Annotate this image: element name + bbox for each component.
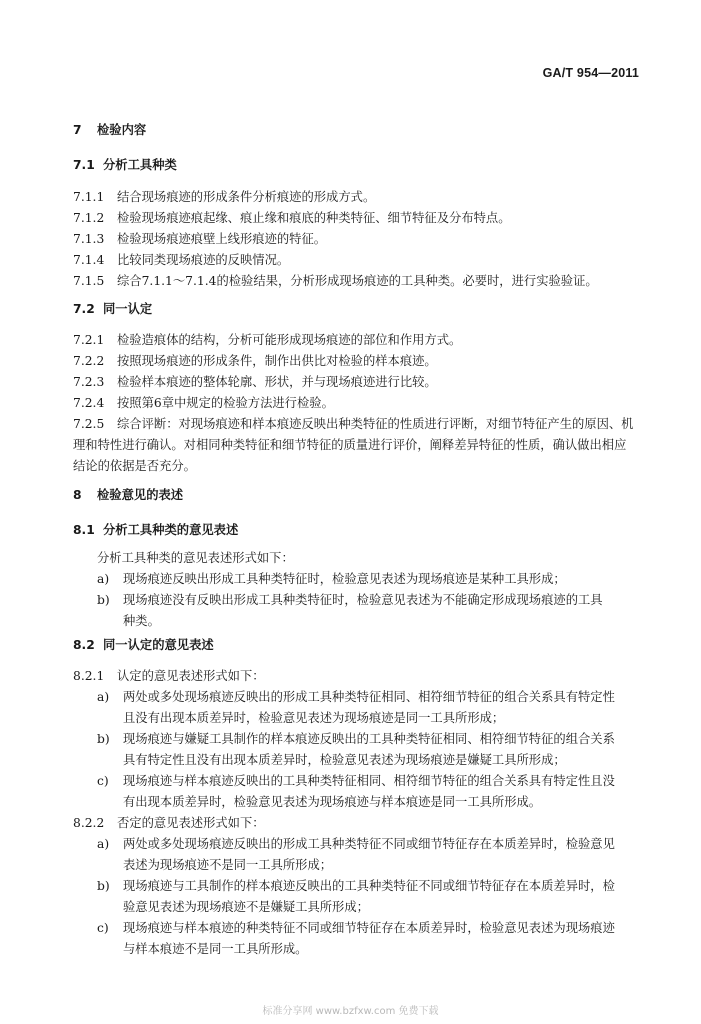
list-text: 现场痕迹反映出形成工具种类特征时，检验意见表述为现场痕迹是某种工具形成； [123,572,566,586]
section-title: 分析工具种类 [103,158,177,172]
list-item-b [97,730,615,748]
clause-text: 检验现场痕迹痕起缘、痕止缘和痕底的种类特征、细节特征及分布特点。 [117,211,511,225]
list-text-continuation: 有出现本质差异时，检验意见表述为现场痕迹与样本痕迹是同一工具所形成。 [123,795,542,809]
clause-number: 7.2.3 [73,375,105,389]
clause-7-1-1 [73,188,375,206]
clause-7-2-5 [73,415,633,433]
list-text: 现场痕迹没有反映出形成工具种类特征时，检验意见表述为不能确定形成现场痕迹的工具 [123,593,603,607]
clause-text: 综合评断：对现场痕迹和样本痕迹反映出种类特征的性质进行评断，对细节特征产生的原因、机 [117,417,634,431]
section-number: 8.2 [73,638,95,652]
clause-number: 7.2.1 [73,333,105,347]
clause-text: 比较同类现场痕迹的反映情况。 [117,253,290,267]
clause-continuation: 结论的依据是否充分。 [73,459,196,473]
clause-8-2-1 [73,667,265,685]
section-number: 7.1 [73,158,95,172]
clause-7-2-4 [73,394,334,412]
list-text-continuation: 且没有出现本质差异时，检验意见表述为现场痕迹是同一工具所形成； [123,711,505,725]
list-marker: c) [97,921,109,935]
list-text-continuation: 表述为现场痕迹不是同一工具所形成； [123,858,333,872]
section-8-1-heading [73,521,238,539]
clause-7-2-3 [73,373,437,391]
watermark-footer: 标准分享网 www.bzfxw.com 免费下载 [262,1006,439,1017]
list-text: 现场痕迹与样本痕迹的种类特征不同或细节特征存在本质差异时，检验意见表述为现场痕迹 [123,921,615,935]
section-number: 8.1 [73,523,95,537]
clause-text: 按照第6章中规定的检验方法进行检验。 [117,396,334,410]
clause-text: 检验造痕体的结构，分析可能形成现场痕迹的部位和作用方式。 [117,333,462,347]
list-marker: c) [97,774,109,788]
list-marker: a) [97,572,110,586]
clause-number: 7.1.5 [73,274,105,288]
clause-continuation: 理和特性进行确认。对相同种类特征和细节特征的质量进行评价，阐释差异特征的性质，确认做出相应 [73,438,627,452]
list-item-c [97,772,615,790]
clause-number: 7.1.2 [73,211,105,225]
list-text: 两处或多处现场痕迹反映出的形成工具种类特征不同或细节特征存在本质差异时，检验意见 [123,837,615,851]
section-number: 8 [73,488,82,502]
section-number: 7.2 [73,302,95,316]
list-text-continuation: 与样本痕迹不是同一工具所形成。 [123,942,308,956]
clause-text: 综合7.1.1～7.1.4的检验结果，分析形成现场痕迹的工具种类。必要时，进行实验验证。 [117,274,598,288]
clause-7-1-4 [73,251,289,269]
clause-number: 8.2.2 [73,816,105,830]
section-7-heading [73,121,146,139]
section-8-heading [73,486,183,504]
section-title: 检验意见的表述 [97,488,184,502]
list-item-a [97,570,566,588]
list-text: 两处或多处现场痕迹反映出的形成工具种类特征相同、相符细节特征的组合关系具有特定性 [123,690,615,704]
section-7-2-heading [73,300,152,318]
clause-text: 结合现场痕迹的形成条件分析痕迹的形成方式。 [117,190,376,204]
clause-number: 7.2.4 [73,396,105,410]
clause-number: 7.1.3 [73,232,105,246]
list-marker: b) [97,732,110,746]
list-item-b [97,877,615,895]
clause-text: 认定的意见表述形式如下： [117,669,265,683]
list-marker: a) [97,690,110,704]
clause-number: 8.2.1 [73,669,105,683]
clause-text: 检验样本痕迹的整体轮廓、形状，并与现场痕迹进行比较。 [117,375,437,389]
clause-text: 按照现场痕迹的形成条件，制作出供比对检验的样本痕迹。 [117,354,437,368]
list-text: 现场痕迹与样本痕迹反映出的工具种类特征相同、相符细节特征的组合关系具有特定性且没 [123,774,615,788]
section-title: 同一认定的意见表述 [103,638,214,652]
list-marker: a) [97,837,110,851]
section-number: 7 [73,123,82,137]
list-text: 现场痕迹与工具制作的样本痕迹反映出的工具种类特征不同或细节特征存在本质差异时，检 [123,879,615,893]
list-text-continuation: 种类。 [123,614,160,628]
section-title: 检验内容 [97,123,147,137]
clause-text: 否定的意见表述形式如下： [117,816,265,830]
list-item-a [97,835,615,853]
list-text-continuation: 具有特定性且没有出现本质差异时，检验意见表述为现场痕迹是嫌疑工具所形成； [123,753,566,767]
standard-code: GA/T 954—2011 [542,66,639,80]
list-text-continuation: 验意见表述为现场痕迹不是嫌疑工具所形成； [123,900,369,914]
clause-number: 7.1.1 [73,190,105,204]
section-title: 分析工具种类的意见表述 [103,523,239,537]
list-item-c [97,919,615,937]
list-marker: b) [97,593,110,607]
section-title: 同一认定 [103,302,153,316]
clause-7-2-2 [73,352,437,370]
clause-7-1-3 [73,230,326,248]
list-marker: b) [97,879,110,893]
section-8-2-heading [73,636,214,654]
list-item-b [97,591,603,609]
clause-7-2-1 [73,331,461,349]
clause-number: 7.2.2 [73,354,105,368]
section-7-1-heading [73,156,177,174]
clause-text: 检验现场痕迹痕壁上线形痕迹的特征。 [117,232,327,246]
clause-7-1-2 [73,209,511,227]
list-item-a [97,688,615,706]
list-text: 现场痕迹与嫌疑工具制作的样本痕迹反映出的工具种类特征相同、相符细节特征的组合关系 [123,732,615,746]
clause-8-2-2 [73,814,265,832]
clause-number: 7.2.5 [73,417,105,431]
clause-number: 7.1.4 [73,253,105,267]
clause-7-1-5 [73,272,598,290]
intro-text: 分析工具种类的意见表述形式如下： [97,551,294,565]
